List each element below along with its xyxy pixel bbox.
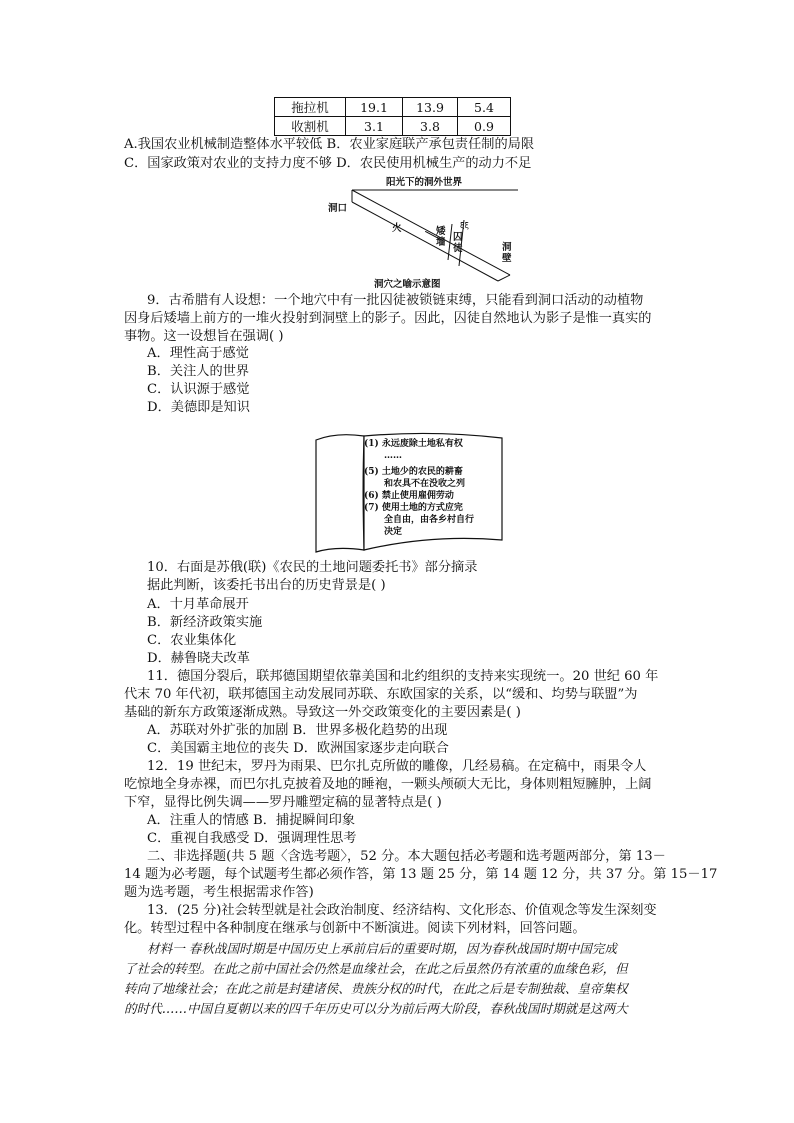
q10-option-d: D．赫鲁晓夫改革 <box>147 651 250 666</box>
section2-line: 二、非选择题(共 5 题〈含选考题〉，52 分。本大题包括必考题和选考题两部分，第 13－ <box>147 849 666 864</box>
q9-stem-line: 因身后矮墙上前方的一堆火投射到洞壁上的影子。因此，囚徒自然地认为影子是惟一真实的 <box>124 311 652 326</box>
q13-stem-line: 13．(25 分)社会转型就是社会政治制度、经济结构、文化形态、价值观念等发生深刻变 <box>147 903 657 918</box>
q11-options-cd: C．美国霸主地位的丧失 D．欧洲国家逐步走向联合 <box>147 741 449 756</box>
q10-option-a: A．十月革命展开 <box>147 597 249 612</box>
table-cell: 13.9 <box>403 98 458 117</box>
q12-options-ab: A．注重人的情感 B．捕捉瞬间印象 <box>147 813 356 828</box>
q9-option-d: D．美德即是知识 <box>147 400 250 415</box>
table-row <box>275 117 511 136</box>
q13-stem-line: 化。转型过程中各种制度在继承与创新中不断演进。阅读下列材料，回答问题。 <box>124 921 586 936</box>
machinery-table <box>274 97 511 136</box>
cave-wall-label: 洞壁 <box>502 242 512 264</box>
q9-stem-line: 事物。这一设想旨在强调( ) <box>124 329 284 344</box>
q10-option-c: C．农业集体化 <box>147 633 237 648</box>
cave-top-label: 阳光下的洞外世界 <box>386 177 463 188</box>
table-cell: 19.1 <box>346 98 403 117</box>
table-cell: 拖拉机 <box>275 98 346 117</box>
cave-entrance-label: 洞口 <box>328 203 348 214</box>
table-cell: 收割机 <box>275 117 346 136</box>
cave-diagram-svg <box>318 174 528 290</box>
q13-material-line: 了社会的转型。在此之前中国社会仍然是血缘社会，在此之后虽然仍有浓重的血缘色彩，但 <box>124 961 628 976</box>
q12-stem-line: 12．19 世纪末，罗丹为雨果、巴尔扎克所做的雕像，几经易稿。在定稿中，雨果令人 <box>147 759 647 774</box>
book-illustration <box>312 428 508 554</box>
q10-option-b: B．新经济政策实施 <box>147 615 263 630</box>
q13-material-line: 的时代……中国自夏朝以来的四千年历史可以分为前后两大阶段，春秋战国时期就是这两大 <box>124 1001 628 1016</box>
section2-line: 14 题为必考题，每个试题考生都必须作答，第 13 题 25 分，第 14 题 12 分，共 37 分。第 15－17 <box>124 867 718 882</box>
q13-material-line: 转向了地缘社会；在此之前是封建诸侯、贵族分权的时代，在此之后是专制独裁、皇帝集权 <box>124 981 628 996</box>
q9-option-c: C．认识源于感觉 <box>147 382 250 397</box>
q8-options-cd: C．国家政策对农业的支持力度不够 D．农民使用机械生产的动力不足 <box>124 156 532 171</box>
book-line: …… <box>384 451 402 461</box>
q9-stem-line: 9．古希腊有人设想：一个地穴中有一批囚徒被锁链束缚，只能看到洞口活动的动植物 <box>147 293 644 308</box>
book-line: 决定 <box>384 527 403 537</box>
q11-stem-line: 基础的新东方政策逐渐成熟。导致这一外交政策变化的主要因素是( ) <box>124 705 521 720</box>
table-cell: 5.4 <box>458 98 511 117</box>
cave-caption: 洞穴之喻示意图 <box>374 279 441 290</box>
q9-option-b: B．关注人的世界 <box>147 364 250 379</box>
table-cell: 3.1 <box>346 117 403 136</box>
book-line: (7) 使用土地的方式应完 <box>364 503 463 513</box>
section2-line: 题为选考题，考生根据需求作答) <box>124 885 314 900</box>
q10-stem-line: 10．右面是苏俄(联)《农民的土地问题委托书》部分摘录 <box>147 560 478 575</box>
q8-options-ab: A.我国农业机械制造整体水平较低 B．农业家庭联产承包责任制的局限 <box>124 137 535 152</box>
cave-prisoner-mark: ξξ <box>460 221 469 230</box>
q9-option-a: A．理性高于感觉 <box>147 346 249 361</box>
table-cell: 0.9 <box>458 117 511 136</box>
q11-options-ab: A．苏联对外扩张的加剧 B．世界多极化趋势的出现 <box>147 723 448 738</box>
book-line: 和农具不在没收之列 <box>384 479 466 489</box>
cave-diagram <box>318 174 528 290</box>
book-line: (1) 永远废除土地私有权 <box>364 439 463 449</box>
table-cell: 3.8 <box>403 117 458 136</box>
q11-stem-line: 代末 70 年代初，联邦德国主动发展同苏联、东欧国家的关系，以“缓和、均势与联盟”为 <box>124 687 638 702</box>
book-line: (6) 禁止使用雇佣劳动 <box>364 491 454 501</box>
cave-fire-label: 火 <box>392 223 402 234</box>
q13-material-line: 材料一 春秋战国时期是中国历史上承前启后的重要时期，因为春秋战国时期中国完成 <box>147 941 617 956</box>
cave-prisoners-label: 囚徒 <box>453 232 463 254</box>
table-row <box>275 98 511 117</box>
book-line: (5) 土地少的农民的耕畜 <box>364 467 463 477</box>
q11-stem-line: 11．德国分裂后，联邦德国期望依靠美国和北约组织的支持来实现统一。20 世纪 60 年 <box>147 669 659 684</box>
q12-options-cd: C．重视自我感受 D．强调理性思考 <box>147 831 357 846</box>
cave-low-wall-label: 矮墙 <box>436 226 446 248</box>
book-line: 全自由，由各乡村自行 <box>384 515 475 525</box>
q12-stem-line: 吃惊地全身赤裸，而巴尔扎克披着及地的睡袍，一颗头颅硕大无比，身体则粗短臃肿，上阔 <box>124 777 652 792</box>
q12-stem-line: 下窄，显得比例失调——罗丹雕塑定稿的显著特点是( ) <box>124 795 442 810</box>
q10-stem-line: 据此判断，该委托书出台的历史背景是( ) <box>147 578 386 593</box>
